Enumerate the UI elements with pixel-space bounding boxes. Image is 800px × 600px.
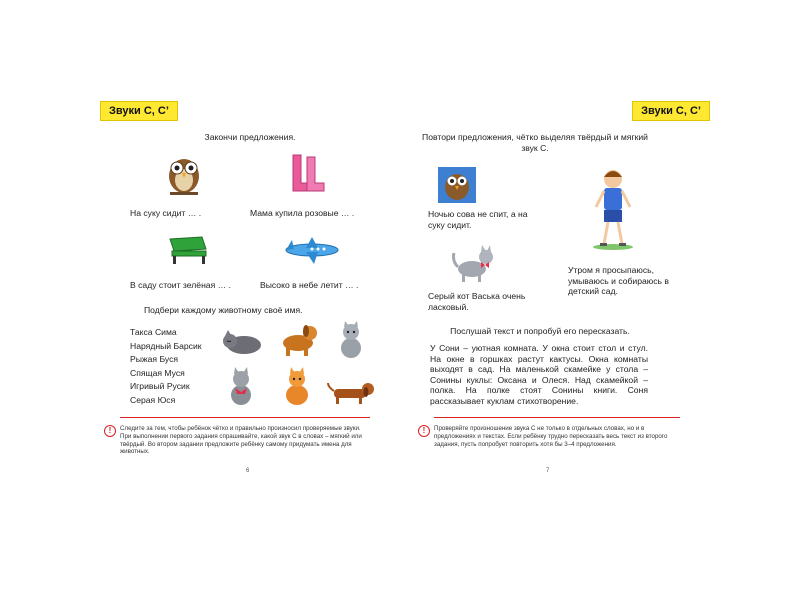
playful-dog-picture — [276, 323, 320, 357]
animal-names-list — [130, 327, 202, 408]
list-item: Нарядный Барсик — [130, 340, 202, 351]
note-divider — [120, 417, 370, 418]
left-task1-title: Закончи предложения. — [204, 132, 296, 142]
list-item: Серая Юся — [130, 394, 176, 405]
note-divider — [434, 417, 680, 418]
sentence-boy: Утром я просыпаюсь, умываюсь и собираюсь в детский сад. — [568, 265, 669, 296]
grey-cat-picture — [336, 321, 366, 359]
right-page — [410, 95, 710, 485]
green-bench-picture — [164, 235, 210, 265]
grey-cat-vaska-picture — [450, 243, 500, 283]
sentence-bench-blank: В саду стоит зелёная … . — [130, 280, 232, 290]
left-task2-title: Подбери каждому животному своё имя. — [144, 305, 303, 315]
sentence-boots-blank: Мама купила розовые … . — [250, 208, 355, 218]
sentence-owl-blank: На суку сидит … . — [130, 208, 202, 218]
list-item: Рыжая Буся — [130, 354, 179, 364]
owl-in-frame-picture — [436, 165, 478, 205]
boy-picture — [588, 167, 638, 251]
list-item: Такса Сима — [130, 327, 177, 337]
red-kitten-picture — [280, 367, 314, 407]
pink-boots-picture — [288, 153, 328, 195]
right-section-badge: Звуки С, С’ — [632, 101, 710, 121]
left-parent-note: Следите за тем, чтобы ребёнок чётко и правильно произносил проверяемые звуки. При выполнении первого задания спрашивайте, какой звук С в словах – мягкий или твёрдый. Во втором задании предложите ребёнку самому придумать имена для животных. — [120, 425, 362, 456]
sentence-owl: Ночью сова не спит, а на суку сидит. — [428, 209, 528, 230]
dressed-cat-picture — [224, 367, 258, 407]
right-parent-note: Проверяйте произношение звука С не только в отдельных словах, но и в предложениях и текстах. Если ребёнку трудно пересказать весь текст из второго задания, пусть попробует повторить хотя бы 3–4 предложения. — [434, 425, 668, 448]
warning-icon: ! — [104, 425, 116, 437]
owl-picture — [162, 151, 206, 195]
right-page-number: 7 — [546, 468, 550, 474]
right-task2-title: Послушай текст и попробуй его пересказать. — [450, 326, 630, 336]
list-item: Спящая Муся — [130, 367, 185, 378]
sentence-cat: Серый кот Васька очень ласковый. — [428, 291, 526, 312]
sleeping-cat-picture — [220, 327, 264, 357]
left-page-number: 6 — [246, 468, 250, 474]
list-item: Игривый Русик — [130, 381, 190, 391]
left-page — [100, 95, 400, 485]
right-task1-title: Повтори предложения, чётко выделяя твёрдый и мягкий звук С. — [422, 132, 648, 153]
left-section-badge: Звуки С, С’ — [100, 101, 178, 121]
story-text: У Сони – уютная комната. У окна стоит стол и стул. На окне в горшках растут кактусы. Окна комнаты выходят в сад. На маленькой скамейке у стола – Сонины куклы: Оксана и Олеся. Над скамейкой – полка. На полке стоят Сонины книги. Соня рассказывает куклам стихотворение. — [430, 343, 648, 406]
warning-icon: ! — [418, 425, 430, 437]
dachshund-picture — [326, 381, 378, 407]
sentence-plane-blank: Высоко в небе летит … . — [260, 280, 359, 290]
airplane-picture — [282, 235, 344, 265]
